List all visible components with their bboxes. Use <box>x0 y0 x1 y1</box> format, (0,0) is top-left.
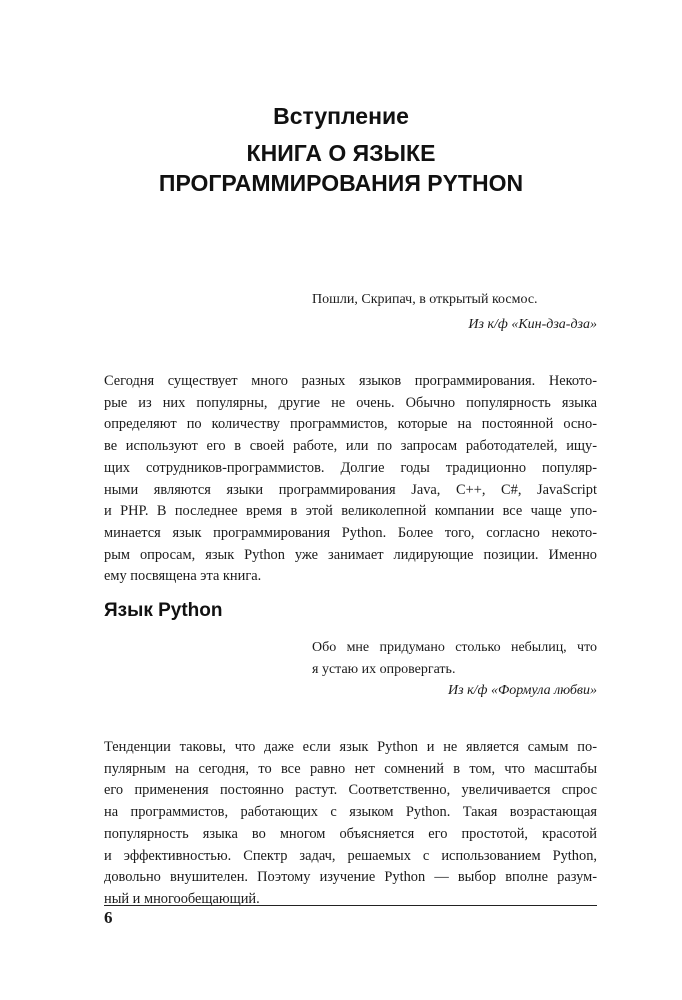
epigraph-quote: Пошли, Скрипач, в открытый космос. <box>312 292 538 307</box>
paragraph-line: ными являются языки программирования Java, C++, C#, JavaScript <box>104 481 597 498</box>
paragraph-line: рым опросам, язык Python уже занимает лидирующие позиции. Именно <box>104 546 597 563</box>
paragraph-line: ный и многообещающий. <box>104 890 260 907</box>
epigraph-line: Обо мне придумано столько небылиц, что <box>312 640 597 655</box>
paragraph-line: щих сотрудников-программистов. Долгие годы традиционно популяр- <box>104 459 597 476</box>
chapter-title-line: ПРОГРАММИРОВАНИЯ PYTHON <box>158 170 524 196</box>
paragraph-line: Тенденции таковы, что даже если язык Python и не является самым по- <box>104 739 597 755</box>
footer-rule <box>104 905 597 906</box>
chapter-title-line: КНИГА О ЯЗЫКЕ <box>246 140 436 166</box>
paragraph-line: довольно внушителен. Поэтому изучение Python — выбор вполне разум- <box>104 869 597 886</box>
epigraph-line: я устаю их опровергать. <box>312 662 456 677</box>
chapter-label: Вступление <box>273 103 409 129</box>
epigraph-source: Из к/ф «Формула любви» <box>448 683 597 698</box>
chapter-title <box>0 138 682 198</box>
paragraph-line: определяют по количеству программистов, которые на постоянной осно- <box>104 416 597 433</box>
paragraph-line: Сегодня существует много разных языков программирования. Некото- <box>104 373 597 389</box>
paragraph-line: на программистов, работающих с языком Python. Такая возрастающая <box>104 804 597 821</box>
paragraph-python <box>104 737 597 911</box>
paragraph-line: ему посвящена эта книга. <box>104 568 262 585</box>
paragraph-line: и эффективностью. Спектр задач, решаемых с использованием Python, <box>104 847 597 864</box>
paragraph-line: минается язык программирования Python. Более того, согласно некото- <box>104 524 597 541</box>
paragraph-line: популярность языка во многом объясняется его простотой, красотой <box>104 825 597 842</box>
paragraph-line: и PHP. В последнее время в этой великолепной компании все чаще упо- <box>104 503 597 520</box>
epigraph-quote <box>312 637 597 681</box>
page-number: 6 <box>104 908 113 927</box>
paragraph-line: рые из них популярны, другие не очень. Обычно популярность языка <box>104 394 597 411</box>
paragraph-line: его применения постоянно растут. Соответственно, увеличивается спрос <box>104 782 597 799</box>
paragraph-intro <box>104 371 597 588</box>
section-title: Язык Python <box>104 600 223 621</box>
epigraph-source: Из к/ф «Кин-дза-дза» <box>468 317 597 332</box>
paragraph-line: пулярным на сегодня, то все равно нет сомнений в том, что масштабы <box>104 760 597 777</box>
paragraph-line: ве используют его в своей работе, или по запросам работодателей, ищу- <box>104 438 597 455</box>
